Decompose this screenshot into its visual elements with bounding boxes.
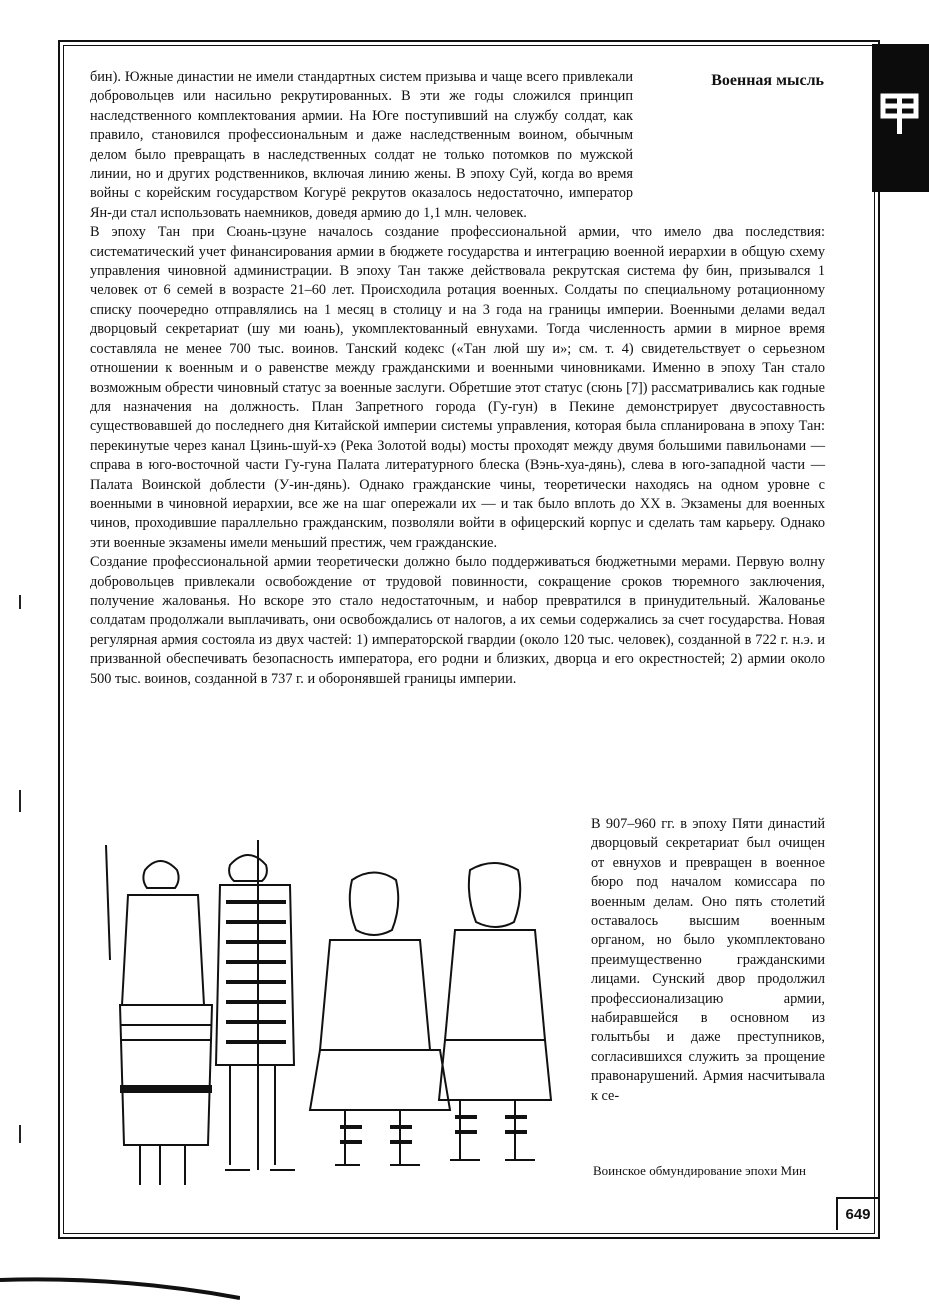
scan-artifact (0, 1270, 240, 1300)
ming-soldiers-illustration (90, 840, 570, 1195)
main-text (90, 68, 825, 689)
paragraph-budget: Создание профессиональной армии теоретически должно было поддерживаться бюджетными мерами. Первую волну добровольцев привлекали освобождение от трудовой повинности, сокращение сроков тюремного заключения, получение жалованья. Но вскоре это стало недостаточным, и набор превратился в принудительный. Жалованье солдатам продолжали выплачивать, они освобождались от налогов, а их семьи содержались за счет государства. Новая регулярная армия состояла из двух частей: 1) императорской гвардии (около 120 тыс. человек), созданной в 722 г. н.э. и призванной обеспечивать безопасность императора, его родни и близких, дворца и его окрестностей; 2) армии около 500 тыс. воинов, созданной в 737 г. и оборонявшей границы империи. (90, 554, 825, 687)
figure-caption: Воинское обмундирование эпохи Мин (593, 1163, 806, 1178)
margin-mark (19, 595, 21, 609)
section-tab (872, 44, 929, 192)
margin-mark (19, 790, 21, 812)
sidebar-text (591, 815, 825, 1106)
paragraph-song: В 907–960 гг. в эпоху Пяти династий дворцовый секретариат был очищен от евнухов и превращен в военное бюро под началом комиссара по военным делам. Оно пять столетий оставалось высшим военным органом, но было укомплектовано преимущественно гражданскими лицами. Сунский двор продолжил профессионализацию армии, набиравшейся в основном из голытьбы и даже преступников, согласившихся служить за прощение правонарушений. Армия насчитывала к се- (591, 816, 825, 1104)
margin-mark (19, 1125, 21, 1143)
page-number: 649 (836, 1197, 878, 1230)
paragraph-intro: бин). Южные династии не имели стандартных систем призыва и чаще всего привлекали добровольцев или насильно рекрутированных. В эти же годы сложился принцип наследственного комплектования армии. На Юге поступивший на службу солдат, как правило, становился профессиональным и даже наследственным воином, обычным делом было превращать в наследственных солдат не только потомков по мужской линии, но и других родственников, включая линию жены. В эпоху Суй, когда во время войны с корейским государством Когурё рекрутов оказалось недостаточно, император Ян-ди стал использовать наемников, доведя армию до 1,1 млн. человек. (90, 69, 633, 221)
section-title: Военная мысль (711, 72, 824, 89)
tab-glyph-icon (878, 92, 922, 134)
paragraph-tang: В эпоху Тан при Сюань-цзуне началось создание профессиональной армии, что имело два последствия: систематический учет финансирования армии в бюджете государства и интеграцию военной иерархии в общую схему управления чиновной администрации. В эпоху Тан также действовала рекрутская система фу бин, призывался 1 человек от 6 семей в возрасте 21–60 лет. Происходила ротация военных. Солдаты по специальному ротационному списку поочередно отправлялись на 1 месяц в столицу и на 3 года на границы империи. Военными делами ведал дворцовый секретариат (шу ми юань), укомплектованный евнухами. Тогда численность армии в мирное время составляла не менее 700 тыс. воинов. Танский кодекс («Тан люй шу и»; см. т. 4) свидетельствует о серьезном отношении к военным и о равенстве между гражданскими и военными чиновниками. Именно в эпоху Тан стало возможным обрести чиновный статус за военные заслуги. Обретшие этот статус (сюнь [7]) рассматривались как годные для назначения на должность. План Запретного города (Гу-гун) в Пекине демонстрирует двусоставность существовавшей до последнего дня Китайской империи системы управления, которая была спланирована в эпоху Тан: перекинутые через канал Цзинь-шуй-хэ (Река Золотой воды) мосты проходят между двумя большими павильонами — справа в юго-восточной части Гу-гуна Палата литературного блеска (Вэнь-хуа-дянь), слева в юго-западной части — Палата Воинской доблести (У-ин-дянь). Однако гражданские чины, теоретически находясь на одном уровне с военными в чиновной иерархии, все же на шаг опережали их — и так было вплоть до XX в. Экзамены для военных чинов, проходившие параллельно гражданским, позволяли войти в офицерский корпус и сделать там карьеру. Однако эти военные экзамены имели меньший престиж, чем гражданские. (90, 224, 825, 551)
